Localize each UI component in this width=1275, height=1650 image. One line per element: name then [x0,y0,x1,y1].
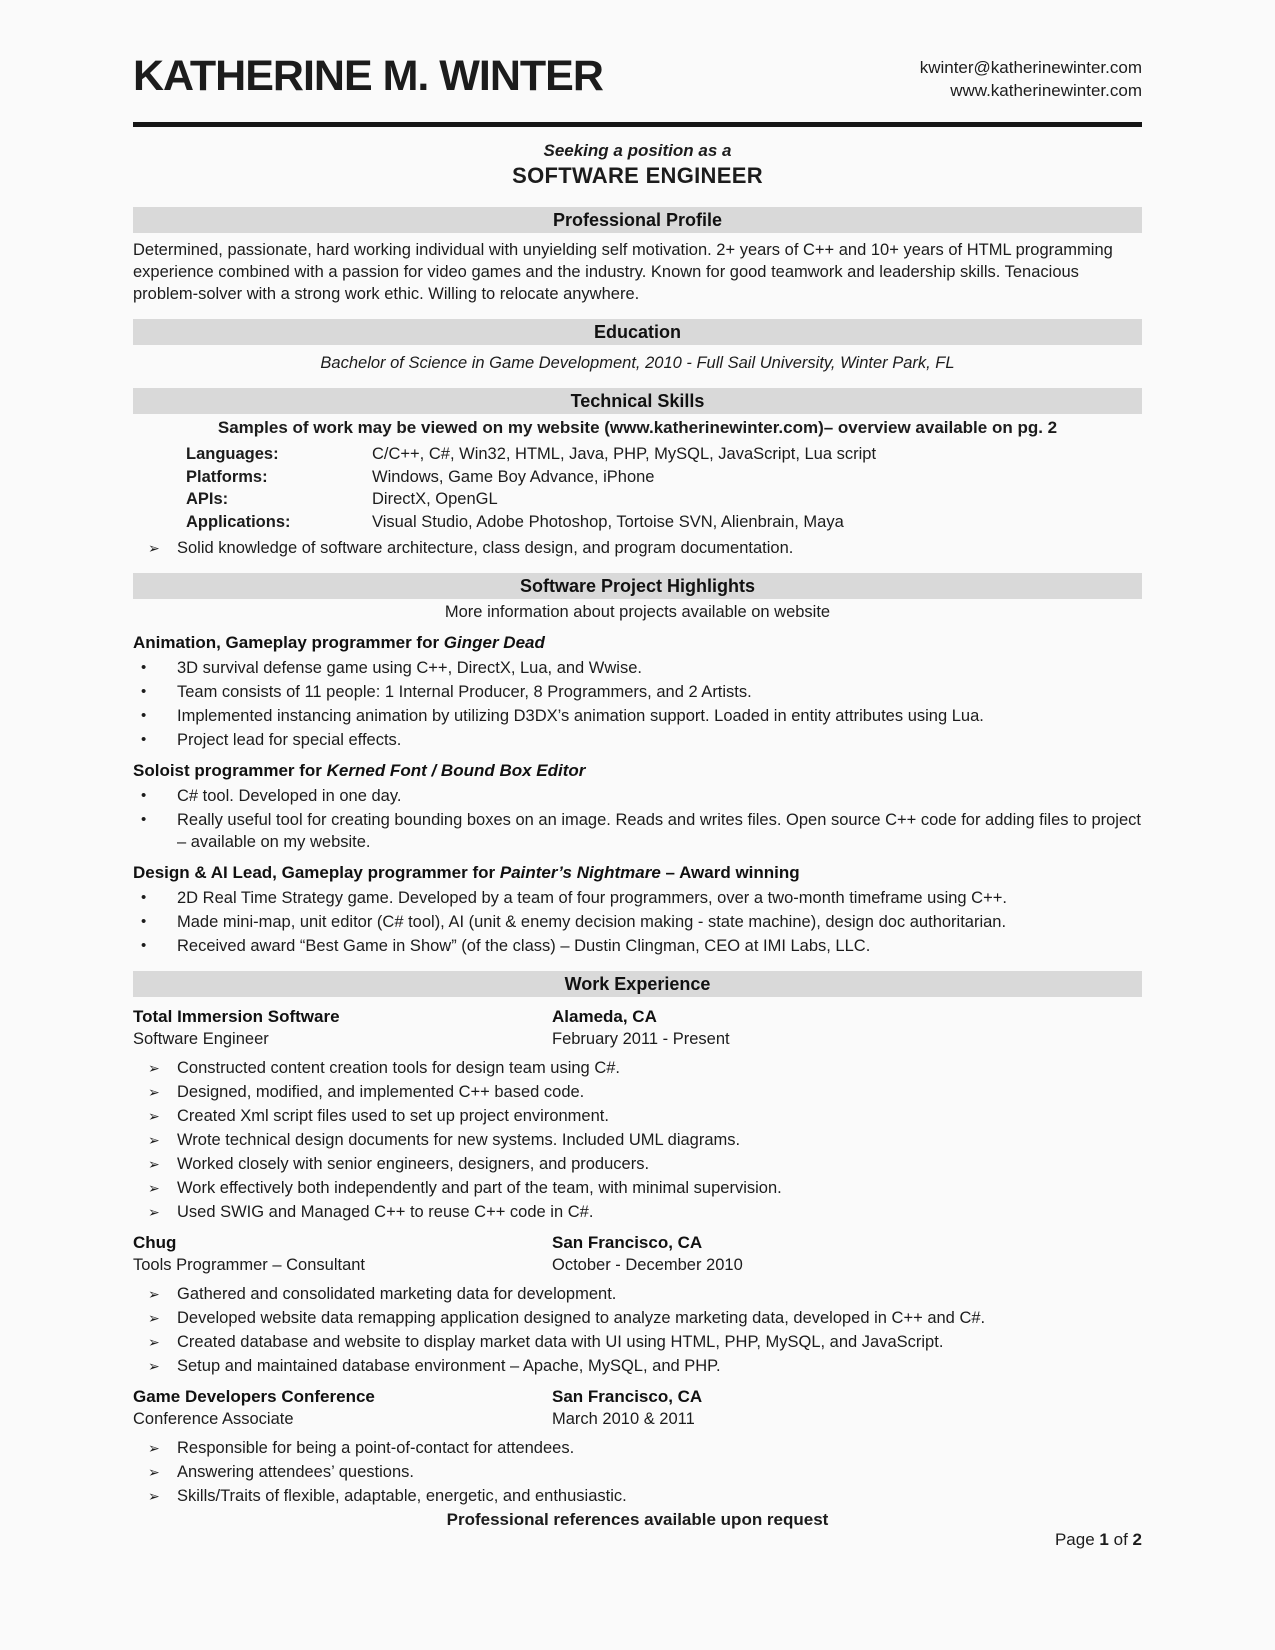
job-bullet: ➢ Work effectively both independently and part of the team, with minimal supervision. [148,1179,782,1197]
job-bullet: ➢ Designed, modified, and implemented C++ based code. [148,1083,585,1101]
profile-text: Determined, passionate, hard working individual with unyielding self motivation. 2+ years of C++ and 10+ years of HTML programming experience combined with a passion for video games and the industry. Known for good teamwork and leadership skills. Tenacious problem-solver with a strong work ethic. Willing to relocate anywhere. [133,241,1113,303]
skills-bullet: ➢ Solid knowledge of software architecture, class design, and program documentation. [148,539,794,557]
job-bullets [133,1283,1142,1377]
job-bullet: ➢ Used SWIG and Managed C++ to reuse C++ code in C#. [148,1203,594,1221]
section-header-projects: Software Project Highlights [133,573,1142,599]
page-word: Page [1054,1530,1095,1549]
job-bullet: ➢ Created Xml script files used to set up project environment. [148,1107,609,1125]
job-location: San Francisco, CA [552,1387,703,1406]
arrow-bullet-icon: ➢ [148,1440,160,1456]
project-bullet: • 2D Real Time Strategy game. Developed by a team of four programmers, over a two-month timeframe using C++. [141,889,1007,907]
job-bullet: ➢ Responsible for being a point-of-contact for attendees. [148,1439,575,1457]
arrow-bullet-icon: ➢ [148,1060,160,1076]
job-bullet: ➢ Created database and website to display market data with UI using HTML, PHP, MySQL, and JavaScript. [148,1333,944,1351]
page-total: 2 [1132,1530,1142,1549]
skill-label: Languages: [186,445,279,463]
job-bullet: ➢ Constructed content creation tools for design team using C#. [148,1059,620,1077]
project-bullet: • Team consists of 11 people: 1 Internal Producer, 8 Programmers, and 2 Artists. [141,683,752,701]
job-header [133,1006,1142,1050]
project-role: Soloist programmer for [133,761,327,780]
objective-role: SOFTWARE ENGINEER [512,163,763,188]
arrow-bullet-icon: ➢ [148,1204,160,1220]
project-bullet: • Really useful tool for creating bounding boxes on an image. Reads and writes files. Open source C++ code for adding files to project – available on my website. [141,811,1141,851]
job-bullets [133,1437,1142,1507]
project-suffix: – Award winning [660,863,800,882]
job-location: San Francisco, CA [552,1233,703,1252]
job-bullet: ➢ Gathered and consolidated marketing data for development. [148,1285,617,1303]
arrow-bullet-icon: ➢ [148,1132,160,1148]
job-title: Conference Associate [133,1410,294,1428]
objective-intro: Seeking a position as a [543,141,732,160]
arrow-bullet-icon: ➢ [148,1108,160,1124]
skill-row-languages [186,443,1142,466]
job-location: Alameda, CA [552,1007,657,1026]
job-bullet: ➢ Skills/Traits of flexible, adaptable, energetic, and enthusiastic. [148,1487,627,1505]
header [133,52,1142,102]
bullet-icon: • [141,937,147,954]
arrow-bullet-icon: ➢ [148,1310,160,1326]
bullet-icon: • [141,889,147,906]
job-dates: October - December 2010 [552,1256,743,1274]
project-title: Painter’s Nightmare [499,863,661,882]
skill-label: Platforms: [186,467,268,486]
section-header-profile: Professional Profile [133,207,1142,233]
job-title: Software Engineer [133,1030,269,1048]
arrow-bullet-icon: ➢ [148,1286,160,1302]
projects-subheading: More information about projects available on website [444,603,831,621]
job-bullets [133,1057,1142,1223]
skill-row-platforms [186,466,1142,489]
arrow-bullet-icon: ➢ [148,1334,160,1350]
job-company: Game Developers Conference [133,1387,375,1406]
project-bullet: • Received award “Best Game in Show” (of the class) – Dustin Clingman, CEO at IMI Labs, LLC. [141,937,871,955]
project-heading-painters-nightmare [133,862,1142,884]
arrow-bullet-icon: ➢ [148,1488,160,1504]
contact-block [920,52,1142,102]
section-header-experience: Work Experience [133,971,1142,997]
job-company: Total Immersion Software [133,1007,340,1026]
page-current: 1 [1099,1530,1109,1549]
bullet-icon: • [141,811,147,828]
skills-table [133,443,1142,533]
project-bullet: • Made mini-map, unit editor (C# tool), AI (unit & enemy decision making - state machine), design doc authoritarian. [141,913,1007,931]
skill-value: Windows, Game Boy Advance, iPhone [372,467,655,486]
skill-value: DirectX, OpenGL [372,490,498,508]
bullet-icon: • [141,707,147,724]
job-bullet: ➢ Worked closely with senior engineers, designers, and producers. [148,1155,650,1173]
project-bullet: • Implemented instancing animation by utilizing D3DX’s animation support. Loaded in entity attributes using Lua. [141,707,984,725]
skill-value: C/C++, C#, Win32, HTML, Java, PHP, MySQL, JavaScript, Lua script [372,445,877,463]
skills-note: Samples of work may be viewed on my website (www.katherinewinter.com)– overview available on pg. 2 [217,418,1058,437]
project-heading-ginger-dead [133,632,1142,654]
skill-label: Applications: [186,512,291,531]
section-header-technical-skills: Technical Skills [133,388,1142,414]
job-dates: February 2011 - Present [552,1030,730,1048]
of-word: of [1113,1530,1128,1549]
job-chug [133,1232,1142,1377]
arrow-bullet-icon: ➢ [148,1156,160,1172]
contact-website: www.katherinewinter.com [950,81,1142,100]
page-number [1055,1530,1142,1550]
project-heading-kerned-font [133,760,1142,782]
project-bullet: • C# tool. Developed in one day. [141,787,402,805]
header-rule [133,122,1142,127]
skill-row-apis [186,488,1142,511]
job-header [133,1386,1142,1430]
project-role: Design & AI Lead, Gameplay programmer for [133,863,500,882]
job-bullet: ➢ Wrote technical design documents for new systems. Included UML diagrams. [148,1131,741,1149]
section-header-education: Education [133,319,1142,345]
project-bullet: • 3D survival defense game using C++, DirectX, Lua, and Wwise. [141,659,642,677]
arrow-bullet-icon: ➢ [148,540,160,556]
project-title: Kerned Font / Bound Box Editor [326,761,586,780]
bullet-icon: • [141,659,147,676]
arrow-bullet-icon: ➢ [148,1464,160,1480]
bullet-icon: • [141,731,147,748]
references-note: Professional references available upon request [446,1510,829,1529]
arrow-bullet-icon: ➢ [148,1084,160,1100]
skill-row-applications [186,511,1142,534]
job-company: Chug [133,1233,177,1252]
contact-email: kwinter@katherinewinter.com [919,58,1142,77]
job-header [133,1232,1142,1276]
objective [133,139,1142,190]
arrow-bullet-icon: ➢ [148,1358,160,1374]
skill-label: APIs: [186,490,229,508]
project-title: Ginger Dead [443,633,545,652]
education-line: Bachelor of Science in Game Development, 2010 - Full Sail University, Winter Park, FL [320,354,955,372]
job-bullet: ➢ Setup and maintained database environment – Apache, MySQL, and PHP. [148,1357,721,1375]
job-title: Tools Programmer – Consultant [133,1256,366,1274]
arrow-bullet-icon: ➢ [148,1180,160,1196]
job-total-immersion [133,1006,1142,1223]
project-role: Animation, Gameplay programmer for [133,633,444,652]
job-dates: March 2010 & 2011 [552,1410,695,1428]
skill-value: Visual Studio, Adobe Photoshop, Tortoise SVN, Alienbrain, Maya [372,512,844,531]
job-gdc [133,1386,1142,1507]
project-bullet: • Project lead for special effects. [141,731,402,749]
bullet-icon: • [141,787,147,804]
job-bullet: ➢ Developed website data remapping application designed to analyze marketing data, developed in C++ and C#. [148,1309,986,1327]
bullet-icon: • [141,913,147,930]
job-bullet: ➢ Answering attendees’ questions. [148,1463,414,1481]
candidate-name: KATHERINE M. WINTER [133,52,603,100]
bullet-icon: • [141,683,147,700]
